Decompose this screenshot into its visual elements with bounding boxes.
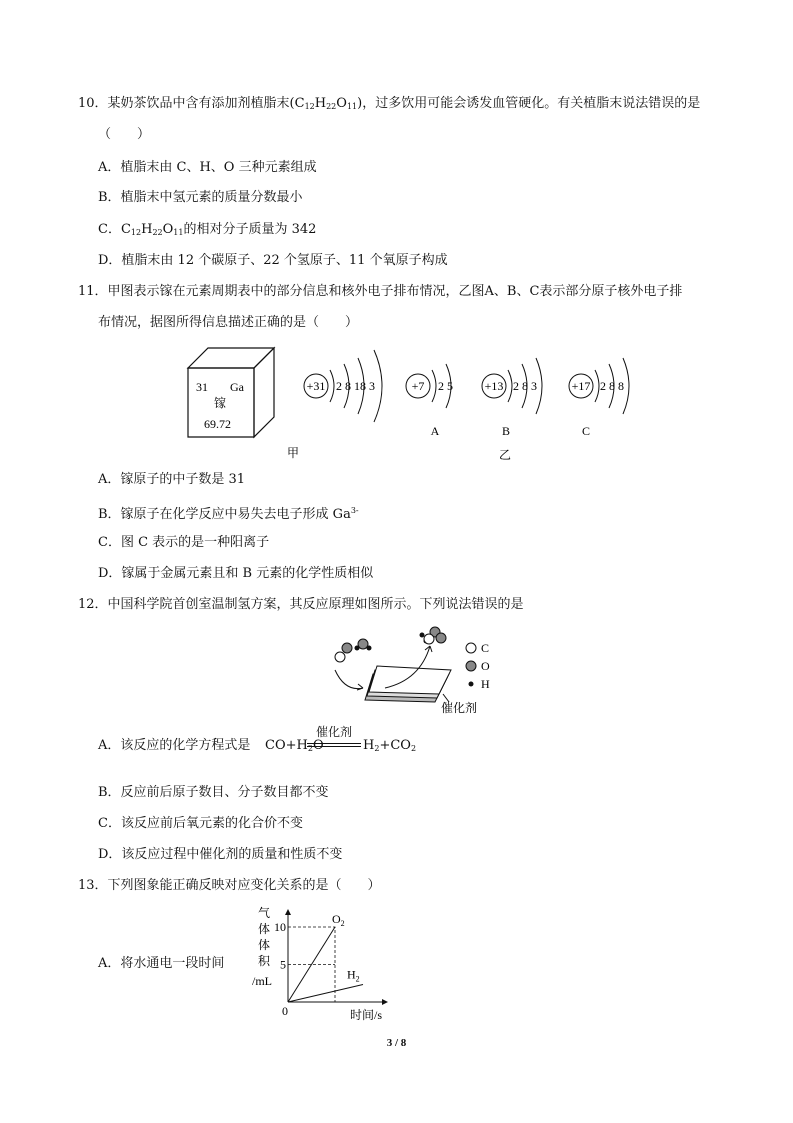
series-label-o: $O_2$ [332, 912, 345, 928]
q11-option-c: C．图 C 表示的是一种阳离子 [98, 535, 270, 550]
q11-atom-figure [180, 340, 650, 470]
q11-option-a: A．镓原子的中子数是 31 [98, 472, 246, 487]
ga-atom-diagram [304, 350, 382, 422]
y-tick-label: 5 [280, 957, 286, 972]
q12-option-b: B．反应前后原子数目、分子数目都不变 [98, 785, 329, 800]
equation-equals-sign [307, 743, 361, 747]
equation-reactants: $CO+H_2O$ [265, 738, 324, 753]
ga-atomic-number: 31 [196, 380, 208, 394]
atom-c-electron-config: 2 8 8 [600, 379, 624, 393]
q12-stem: 12．中国科学院首创室温制氢方案，其反应原理如图所示。下列说法错误的是 [78, 597, 524, 612]
ga-atomic-mass: 69.72 [204, 417, 231, 431]
legend-c-symbol [466, 643, 476, 653]
q11-option-d: D．镓属于金属元素且和 B 元素的化学性质相似 [98, 566, 374, 581]
product-o-atom-2 [436, 633, 446, 643]
legend-h-label: H [481, 677, 490, 691]
y-tick-label: 10 [274, 920, 286, 934]
product-c-atom [424, 634, 434, 644]
reactant-h-atom-2 [367, 646, 372, 651]
atom-a-nucleus-charge: +7 [411, 379, 425, 393]
atom-c-label: C [581, 424, 591, 438]
q10-option-c: C．$C_{12}H_{22}O_{11}$的相对分子质量为 342 [98, 222, 317, 237]
q12-option-a: A．该反应的化学方程式是 [98, 738, 251, 753]
ga-nucleus-charge: +31 [306, 379, 326, 393]
atom-b-electron-config: 2 8 3 [513, 379, 537, 393]
q11-stem-line2: 布情况，据图所得信息描述正确的是（ ） [98, 315, 359, 330]
figure-jia-label: 甲 [286, 446, 300, 460]
chart-origin: 0 [282, 1004, 288, 1018]
q11-option-b: B．镓原子在化学反应中易失去电子形成 $Ga^{3-}$ [98, 506, 359, 522]
q10-option-a: A．植脂末由 C、H、O 三种元素组成 [98, 160, 317, 175]
chart-ylabel: 气体体积/mL [252, 906, 272, 988]
atom-a-label: A [430, 424, 440, 438]
atom-b-diagram [482, 358, 542, 438]
atom-a-electron-config: 2 5 [438, 379, 453, 393]
ga-symbol: Ga [230, 380, 244, 394]
q13-gas-volume-chart [248, 905, 398, 1023]
series-label-h: $H_2$ [347, 967, 360, 984]
equation-products: $H_2+CO_2$ [363, 738, 417, 753]
legend-h-symbol [469, 682, 474, 687]
product-h-atom [420, 633, 425, 638]
catalyst-plate [365, 666, 451, 702]
ga-element-name: 镓 [214, 396, 227, 410]
q12-option-c: C．该反应前后氧元素的化合价不变 [98, 816, 303, 831]
q12-option-d: D．该反应过程中催化剂的质量和性质不变 [98, 847, 343, 862]
q10-stem: 10．某奶茶饮品中含有添加剂植脂末$(C_{12}H_{22}O_{11})$，过多饮用可能会诱发血管硬化。有关植脂末说法错误的是 [78, 96, 701, 111]
q10-answer-blank: （ ） [98, 127, 151, 142]
page-number: 3 / 8 [386, 1037, 407, 1049]
q10-option-d: D．植脂末由 12 个碳原子、22 个氢原子、11 个氧原子构成 [98, 253, 448, 268]
reactant-h-atom [355, 646, 360, 651]
q11-stem-line1: 11．甲图表示镓在元素周期表中的部分信息和核外电子排布情况，乙图A、B、C表示部分原子核外电子排 [78, 284, 683, 299]
atom-b-label: B [501, 424, 511, 438]
q12-reaction-figure [325, 622, 505, 714]
ga-electron-config: 2 8 18 3 [336, 379, 375, 393]
q13-stem: 13．下列图象能正确反映对应变化关系的是（ ） [78, 878, 381, 893]
atom-b-nucleus-charge: +13 [484, 379, 504, 393]
reactant-c-atom [335, 652, 345, 662]
q13-option-a: A．将水通电一段时间 [98, 956, 225, 971]
legend-o-label: O [481, 659, 490, 673]
reactant-o-atom [342, 643, 352, 653]
chart-xlabel: 时间/s [350, 1008, 383, 1022]
atom-c-diagram [569, 358, 629, 438]
atom-a-diagram [406, 364, 453, 438]
atom-c-nucleus-charge: +17 [571, 379, 591, 393]
reactant-o-atom-2 [358, 639, 368, 649]
q10-option-b: B．植脂末中氢元素的质量分数最小 [98, 190, 303, 205]
equation-condition: 催化剂 [315, 725, 352, 739]
legend-o-symbol [466, 661, 476, 671]
catalyst-label: 催化剂 [441, 701, 478, 714]
reactant-arrow [335, 670, 363, 689]
q12-chemical-equation [265, 723, 415, 763]
figure-yi-label: 乙 [498, 448, 512, 462]
legend-c-label: C [481, 641, 490, 655]
series-line-h [288, 985, 363, 1003]
